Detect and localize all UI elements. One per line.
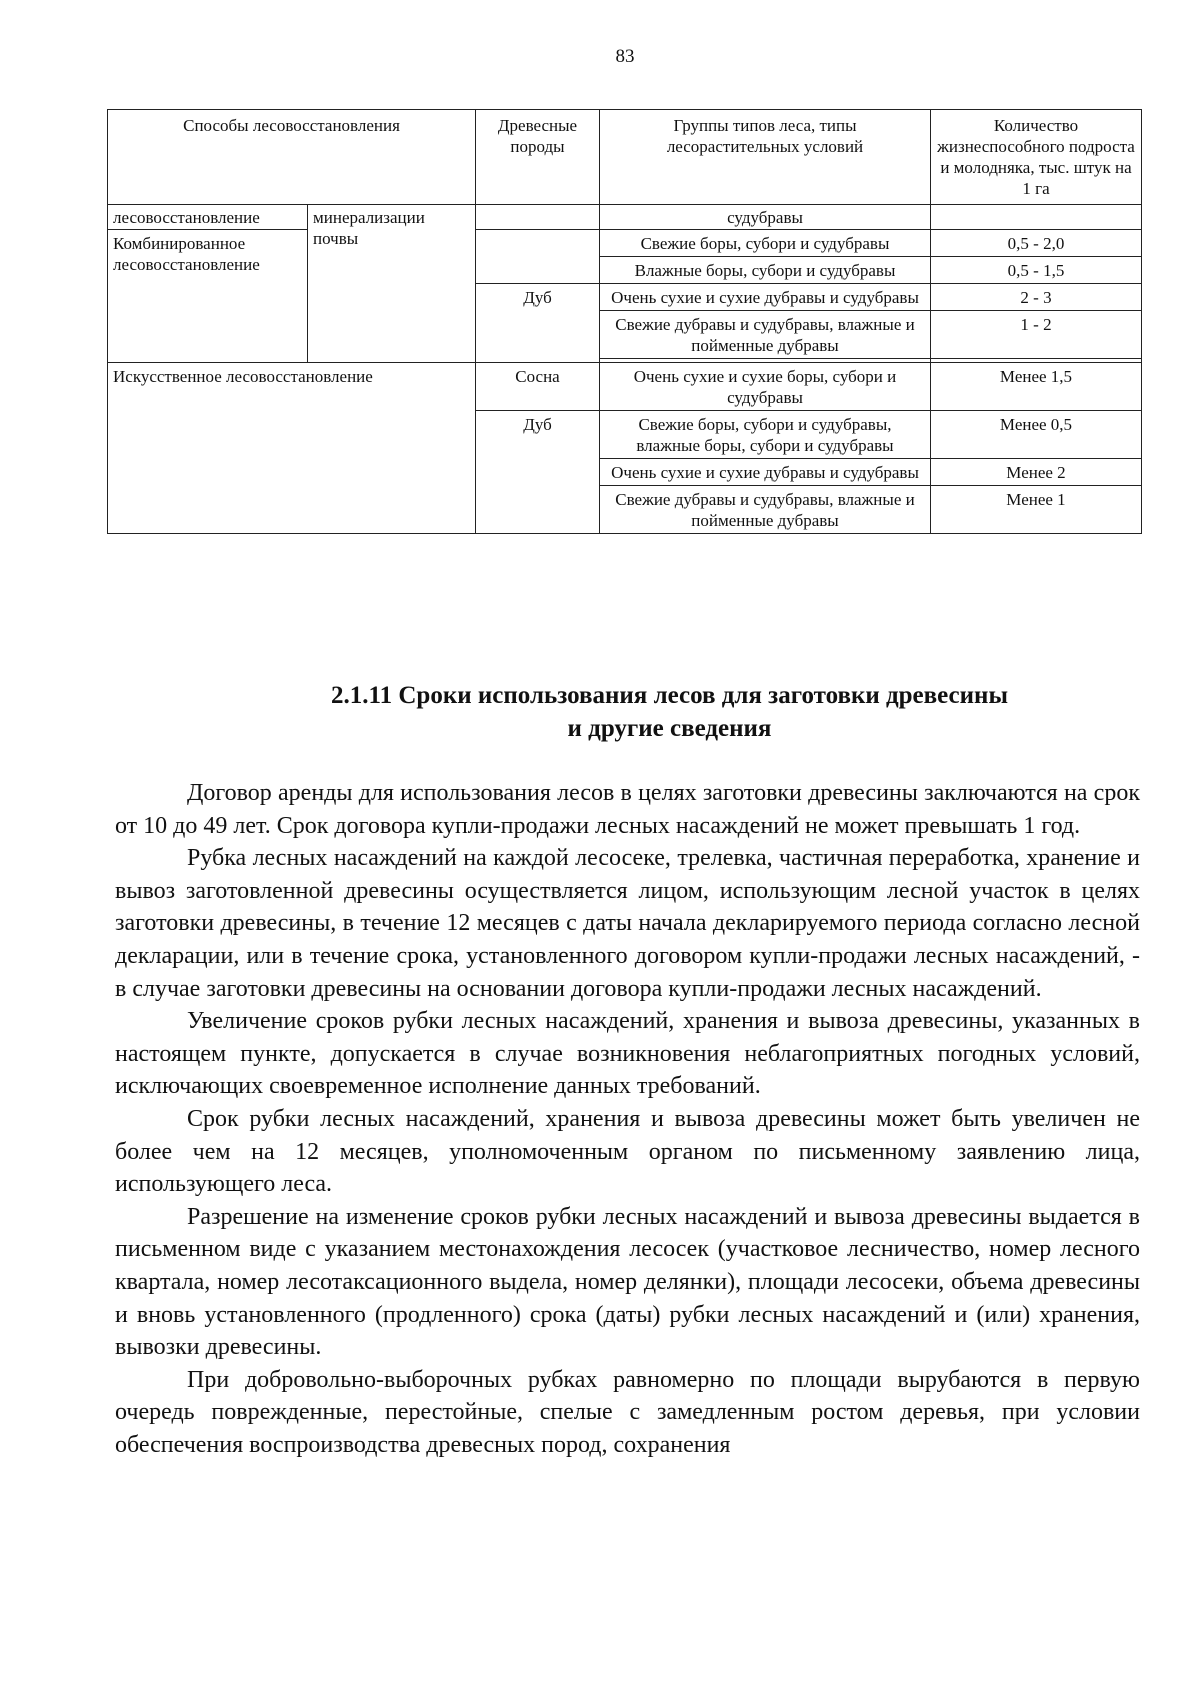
paragraph: Договор аренды для использования лесов в целях заготовки древесины заключаются на срок от 10 до 49 лет. Срок договора купли-продажи лесных насаждений не может превышать 1 год. xyxy=(115,780,1140,839)
cell-quantity xyxy=(931,205,1142,230)
body-text xyxy=(115,777,1140,1461)
cell-forest-type: судубравы xyxy=(600,205,931,230)
cell-quantity: Менее 2 xyxy=(931,459,1142,486)
table-row xyxy=(108,205,1142,230)
section-title xyxy=(107,679,1200,745)
cell-forest-type: Свежие дубравы и судубравы, влажные и пойменные дубравы xyxy=(600,311,931,359)
table-row xyxy=(108,230,1142,257)
cell-forest-type: Очень сухие и сухие дубравы и судубравы xyxy=(600,284,931,311)
cell-species: Дуб xyxy=(476,411,600,534)
cell-method: лесовосстановление xyxy=(108,205,308,230)
header-forest-types: Группы типов леса, типы лесорастительных условий xyxy=(600,110,931,205)
paragraph: Срок рубки лесных насаждений, хранения и вывоза древесины может быть увеличен не более чем на 12 месяцев, уполномоченным органом по письменному заявлению лица, использующего леса. xyxy=(115,1105,1140,1198)
paragraph: Разрешение на изменение сроков рубки лесных насаждений и вывоза древесины выдается в письменном виде с указанием местонахождения лесосек (участковое лесничество, номер лесного квартала, номер лесотаксационного выдела, номер делянки), площади лесосеки, объема древесины и вновь установленного (продленного) срока (даты) рубки лесных насаждений и (или) хранения, вывозки древесины. xyxy=(115,1203,1140,1361)
cell-quantity: Менее 1 xyxy=(931,486,1142,534)
cell-species xyxy=(476,230,600,284)
cell-species: Дуб xyxy=(476,284,600,363)
header-quantity: Количество жизнеспособного подроста и молодняка, тыс. штук на 1 га xyxy=(931,110,1142,205)
cell-method-detail: минерализации почвы xyxy=(308,205,476,363)
cell-forest-type: Очень сухие и сухие дубравы и судубравы xyxy=(600,459,931,486)
section-title-line-2: и другие сведения xyxy=(567,715,772,742)
cell-method: Искусственное лесовосстановление xyxy=(108,363,476,534)
cell-species: Сосна xyxy=(476,363,600,411)
cell-forest-type: Свежие дубравы и судубравы, влажные и пойменные дубравы xyxy=(600,486,931,534)
cell-quantity: 2 - 3 xyxy=(931,284,1142,311)
cell-quantity: 0,5 - 2,0 xyxy=(931,230,1142,257)
page-number: 83 xyxy=(615,46,635,67)
paragraph: При добровольно-выборочных рубках равномерно по площади вырубаются в первую очередь поврежденные, перестойные, спелые с замедленным ростом деревья, при условии обеспечения воспроизводства древесных пород, сохранения xyxy=(115,1366,1140,1458)
table-header-row xyxy=(108,110,1142,205)
cell-species xyxy=(476,205,600,230)
header-species: Древесные породы xyxy=(476,110,600,205)
cell-quantity: 0,5 - 1,5 xyxy=(931,257,1142,284)
paragraph: Рубка лесных насаждений на каждой лесосеке, трелевка, частичная переработка, хранение и вывоз заготовленной древесины осуществляется лицом, использующим лесной участок в целях заготовки древесины, в течение 12 месяцев с даты начала декларируемого периода согласно лесной декларации, или в течение срока, установленного договором купли-продажи лесных насаждений, - в случае заготовки древесины на основании договора купли-продажи лесных насаждений. xyxy=(115,845,1140,1002)
cell-quantity: Менее 1,5 xyxy=(931,363,1142,411)
cell-quantity: Менее 0,5 xyxy=(931,411,1142,459)
paragraph: Увеличение сроков рубки лесных насаждений, хранения и вывоза древесины, указанных в настоящем пункте, допускается в случае возникновения неблагоприятных погодных условий, исключающих своевременное исполнение данных требований. xyxy=(115,1008,1140,1100)
header-method: Способы лесовосстановления xyxy=(108,110,476,205)
cell-quantity: 1 - 2 xyxy=(931,311,1142,359)
table-row xyxy=(108,363,1142,411)
cell-forest-type: Очень сухие и сухие боры, субори и судубравы xyxy=(600,363,931,411)
cell-forest-type: Влажные боры, субори и судубравы xyxy=(600,257,931,284)
reforestation-table xyxy=(107,109,1142,534)
cell-method: Комбинированное лесовосстановление xyxy=(108,230,308,363)
cell-forest-type: Свежие боры, субори и судубравы, влажные боры, субори и судубравы xyxy=(600,411,931,459)
section-title-line-1: 2.1.11 Сроки использования лесов для заготовки древесины xyxy=(331,682,1008,709)
cell-forest-type: Свежие боры, субори и судубравы xyxy=(600,230,931,257)
